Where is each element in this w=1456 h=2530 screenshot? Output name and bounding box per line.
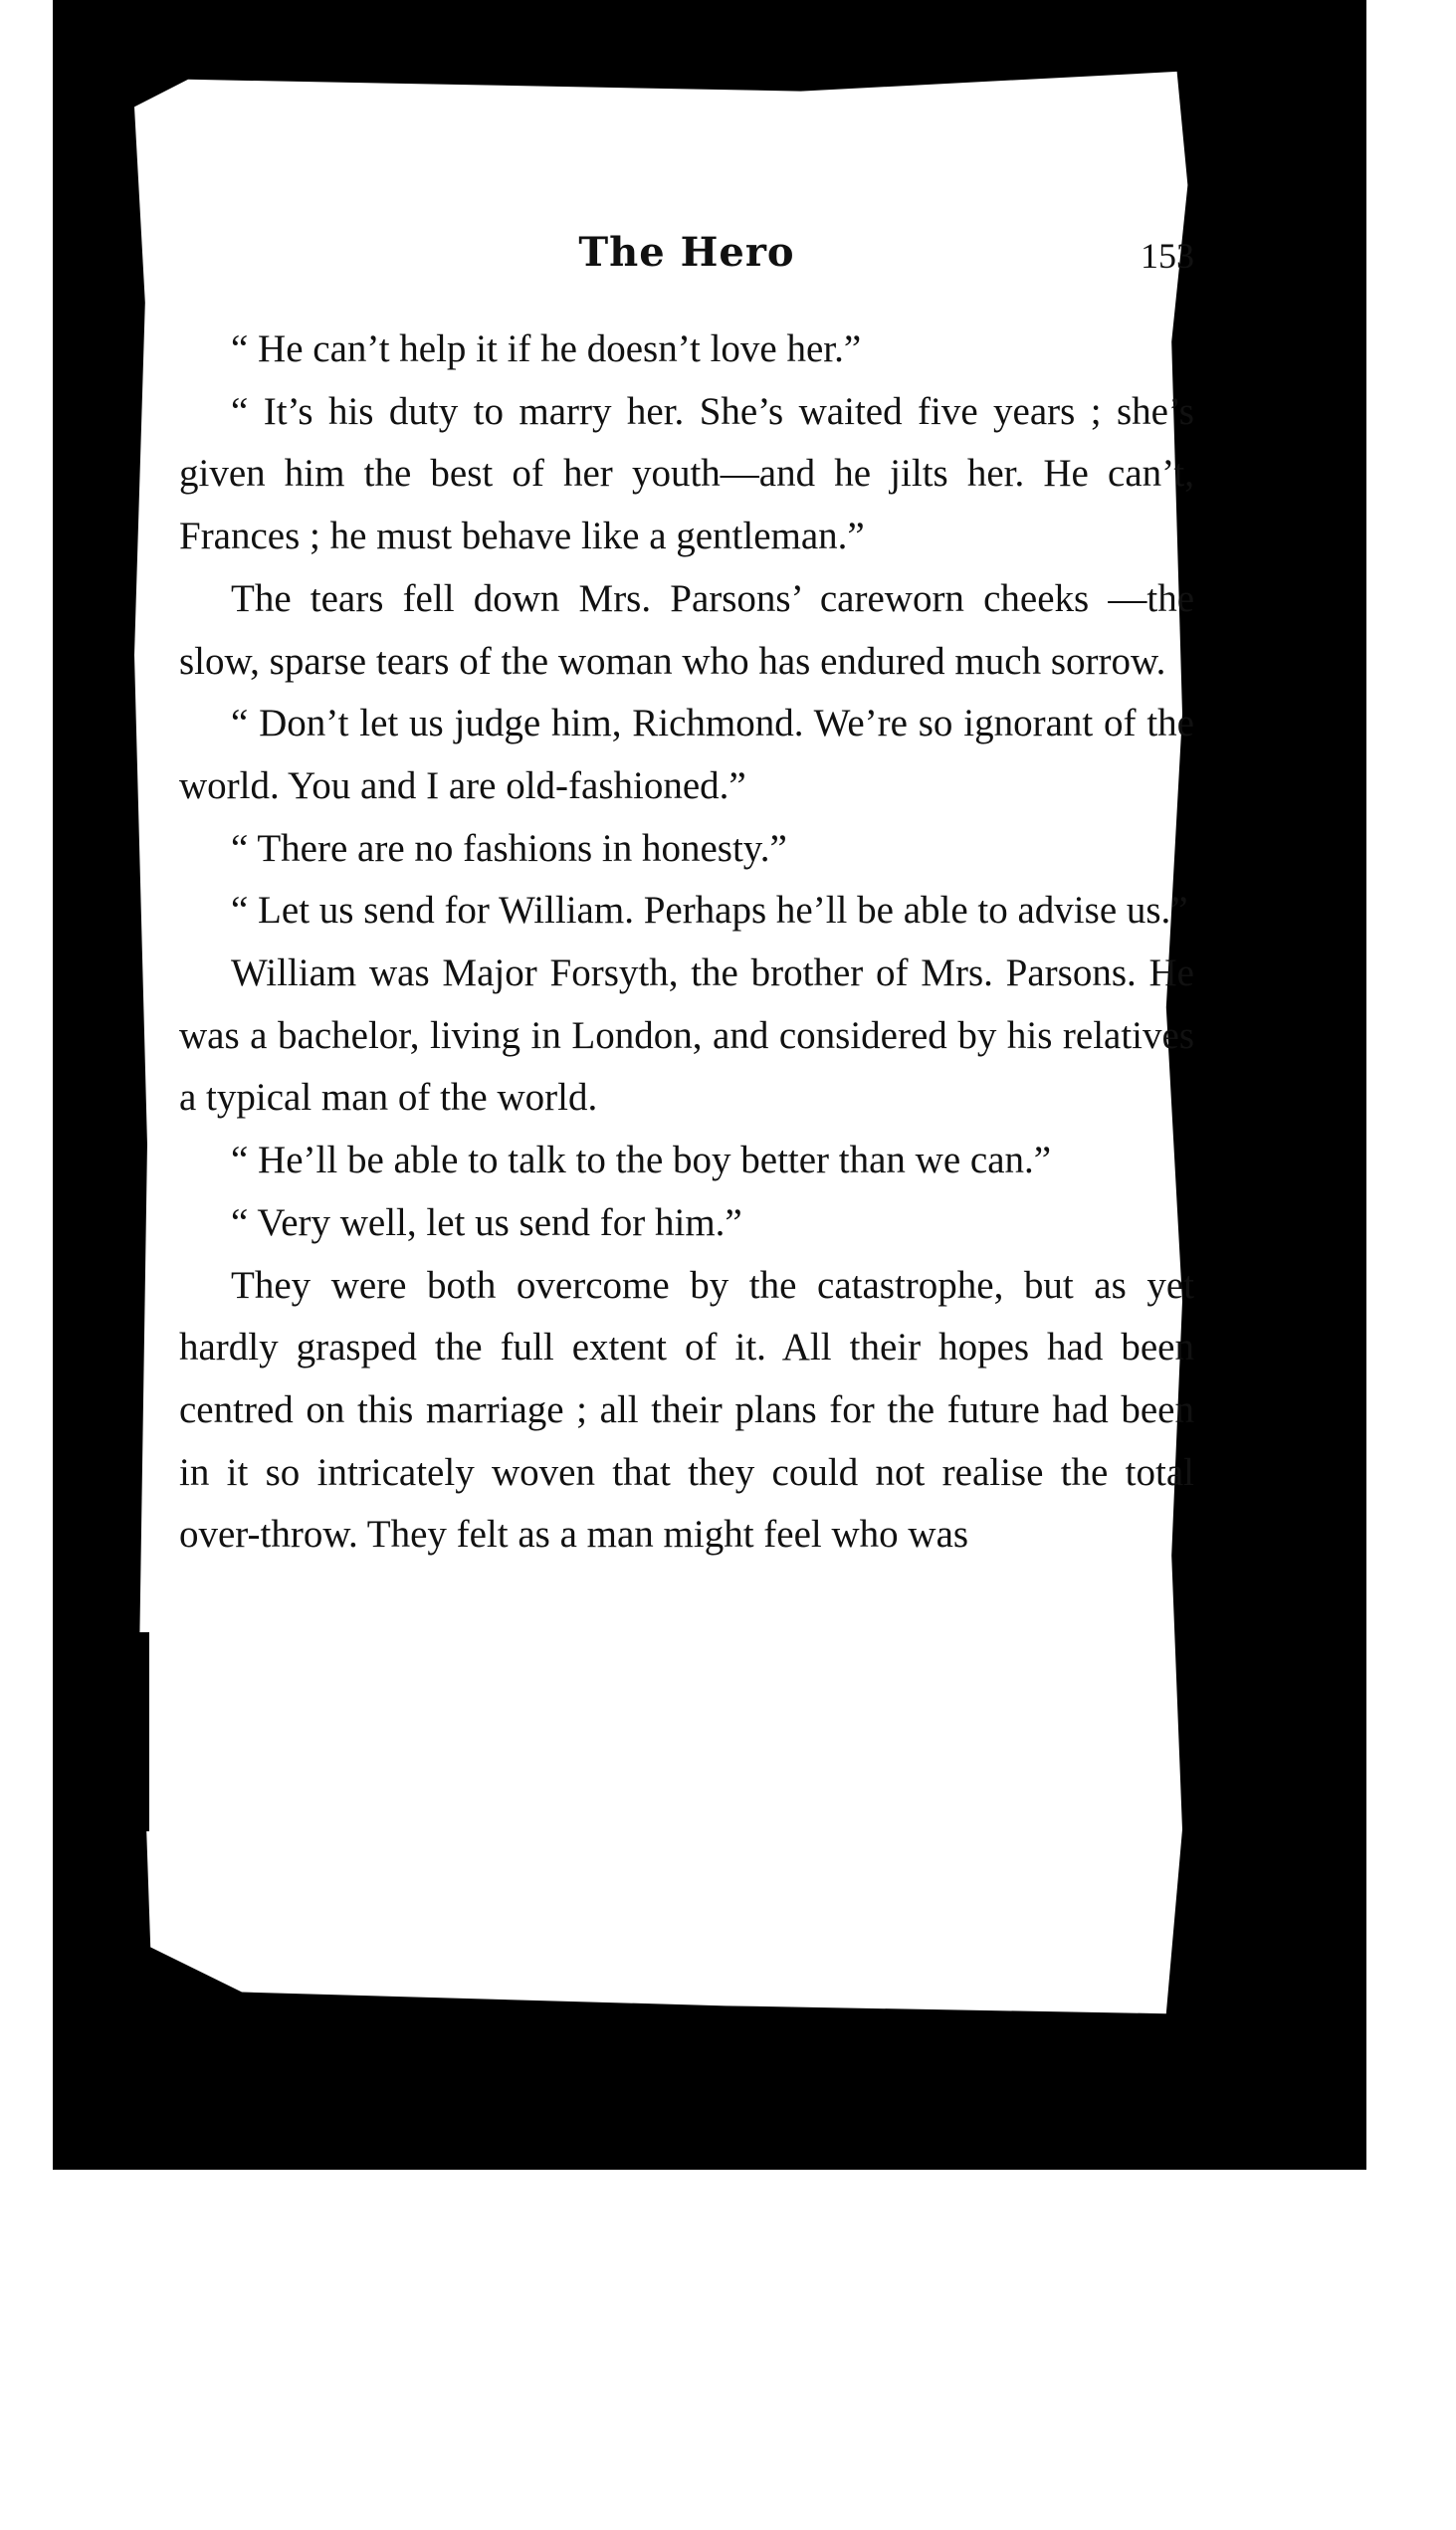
- paragraph: They were both overcome by the catastrophe, but as yet hardly grasped the full extent of it. All their hopes had been centred on this marriage ; all their plans for the future had been in it so intricately woven that they could not realise the total over-throw. They felt as a man might feel who was: [179, 1263, 1194, 1557]
- running-title: The Hero: [578, 229, 795, 276]
- paragraph: “ Let us send for William. Perhaps he’ll be able to advise us.”: [231, 889, 1188, 933]
- body-text: [179, 318, 1194, 1567]
- page-edge-nick: [119, 1632, 149, 1831]
- paragraph: “ It’s his duty to marry her. She’s waited five years ; she’s given him the best of her youth—and he jilts her. He can’t, Frances ; he must behave like a gentleman.”: [179, 389, 1194, 558]
- page-header: [179, 229, 1194, 289]
- paragraph: William was Major Forsyth, the brother of Mrs. Parsons. He was a bachelor, living in London, and considered by his relatives a typical man of the world.: [179, 951, 1194, 1120]
- paragraph: “ Very well, let us send for him.”: [231, 1200, 742, 1244]
- page-number: 153: [1141, 236, 1194, 276]
- paragraph: The tears fell down Mrs. Parsons’ careworn cheeks —the slow, sparse tears of the woman who has endured much sorrow.: [179, 576, 1194, 683]
- paragraph: “ He can’t help it if he doesn’t love her.”: [231, 327, 862, 370]
- paragraph: “ Don’t let us judge him, Richmond. We’re so ignorant of the world. You and I are old-fashioned.”: [179, 702, 1194, 807]
- paragraph: “ There are no fashions in honesty.”: [231, 826, 787, 870]
- page-edge-nick: [1199, 946, 1244, 1035]
- page-edge-nick: [1189, 1971, 1249, 2040]
- page-edge-nick: [1194, 1533, 1244, 1622]
- page-edge-nick: [1194, 587, 1244, 667]
- paragraph: “ He’ll be able to talk to the boy better than we can.”: [231, 1139, 1052, 1182]
